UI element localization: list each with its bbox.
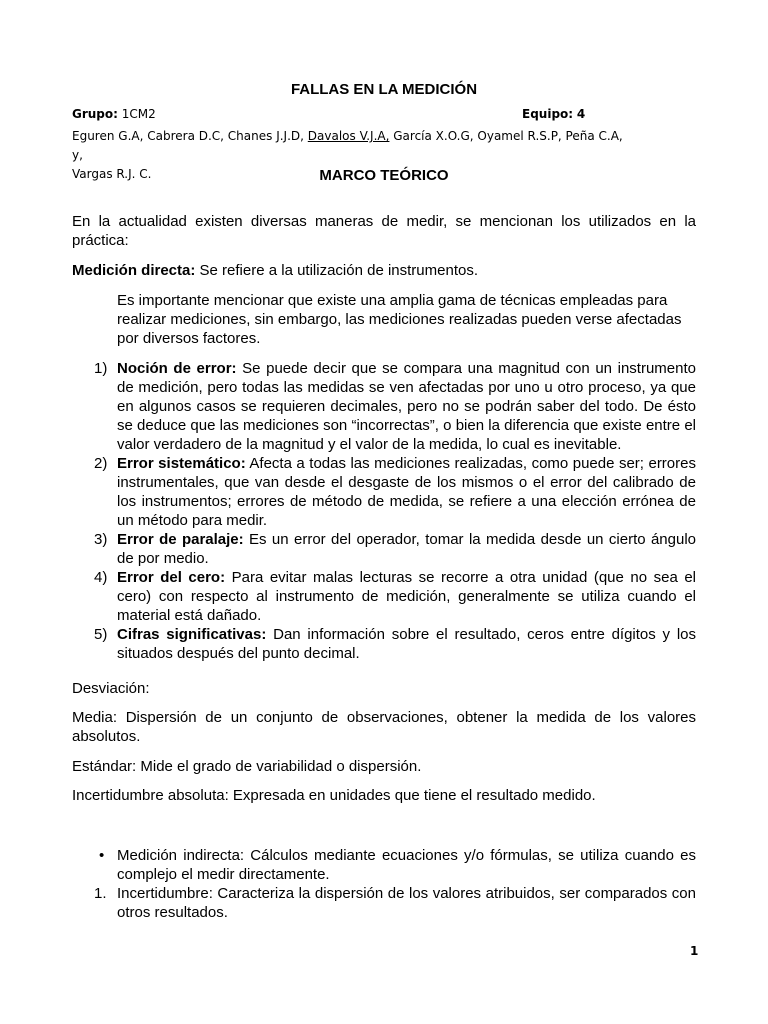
list-item [72,884,696,922]
bullet-icon: • [99,847,105,864]
direct-measurement-text: Se refiere a la utilización de instrumentos. [195,262,479,279]
list-item-number: 5) [94,626,108,643]
equipo-line [522,107,585,121]
list-item [72,359,696,454]
standard-paragraph: Estándar: Mide el grado de variabilidad o dispersión. [72,758,422,775]
indented-paragraph: Es importante mencionar que existe una amplia gama de técnicas empleadas para realizar mediciones, sin embargo, las mediciones realizadas pueden verse afectadas por diversos factores. [117,292,682,347]
list-item-number: 4) [94,569,108,586]
grupo-line [72,107,156,121]
list-item-label: Error de paralaje: [117,531,244,548]
grupo-label: Grupo: [72,107,118,121]
list-item-text: Incertidumbre: Caracteriza la dispersión de los valores atribuidos, ser comparados con otros resultados. [117,885,696,921]
list-item-text: Es un error del operador, tomar la medida desde un cierto ángulo de por medio. [117,531,697,567]
list-item-text: Medición indirecta: Cálculos mediante ecuaciones y/o fórmulas, se utiliza cuando es complejo el medir directamente. [117,847,696,883]
list-item [72,625,696,663]
numbered-list [72,359,696,663]
page-number: 1 [690,944,699,958]
equipo-value: 4 [576,107,586,121]
list-item-text: Afecta a todas las mediciones realizadas, como puede ser; errores instrumentales, que van desde el desgaste de los mismos o el error del calibrado de los instrumentos; errores de método de medida, se refiere a una elección errónea de un método para medir. [117,455,696,529]
bullet-list [72,846,696,922]
list-item [72,568,696,625]
deviation-heading: Desviación: [72,680,150,697]
equipo-label: Equipo: [522,107,574,121]
grupo-value: 1CM2 [121,107,156,121]
list-item-text: Dan información sobre el resultado, ceros entre dígitos y los situados después del punto decimal. [117,626,697,662]
list-item-label: Cifras significativas: [117,626,267,643]
list-item [72,454,696,530]
list-item-text: Se puede decir que se compara una magnitud con un instrumento de medición, pero todas las medidas se ven afectadas por uno u otro proceso, ya que en algunos casos se requieren decimales, pero no se podrán saber del todo. De ésto se deduce que las mediciones son “incorrectas”, o bien la diferencia que existe entre el valor verdadero de la magnitud y el valor de la medida, lo cual es inevitable. [117,360,696,453]
authors-part-1: Eguren G.A, Cabrera D.C, Chanes J.J.D, [72,129,304,143]
authors-part-2: García X.O.G, Oyamel R.S.P, Peña C.A, y, [72,129,623,162]
list-item-label: Error sistemático: [117,455,246,472]
section-title: MARCO TEÓRICO [319,167,449,184]
absolute-uncertainty-paragraph: Incertidumbre absoluta: Expresada en unidades que tiene el resultado medido. [72,787,596,804]
list-item-label: Noción de error: [117,360,237,377]
list-item-number: 2) [94,455,108,472]
list-item-number: 3) [94,531,108,548]
document-title: FALLAS EN LA MEDICIÓN [290,81,478,98]
list-item-text: Para evitar malas lecturas se recorre a otra unidad (que no sea el cero) con respecto al instrumento de medición, generalmente se utiliza cuando el material está dañado. [117,569,696,624]
list-item [72,530,696,568]
list-item-number: 1. [94,885,107,902]
authors-line-2: Vargas R.J. C. [72,167,152,181]
intro-paragraph: En la actualidad existen diversas maneras de medir, se mencionan los utilizados en la práctica: [72,213,696,249]
list-item [72,846,696,884]
authors-line-1 [72,127,632,165]
list-item-label: Error del cero: [117,569,226,586]
list-item-number: 1) [94,360,108,377]
direct-measurement-paragraph [72,261,696,280]
direct-measurement-label: Medición directa: [72,262,196,279]
authors-underlined: Davalos V.J.A, [307,129,390,143]
mean-paragraph: Media: Dispersión de un conjunto de observaciones, obtener la medida de los valores absolutos. [72,709,696,745]
